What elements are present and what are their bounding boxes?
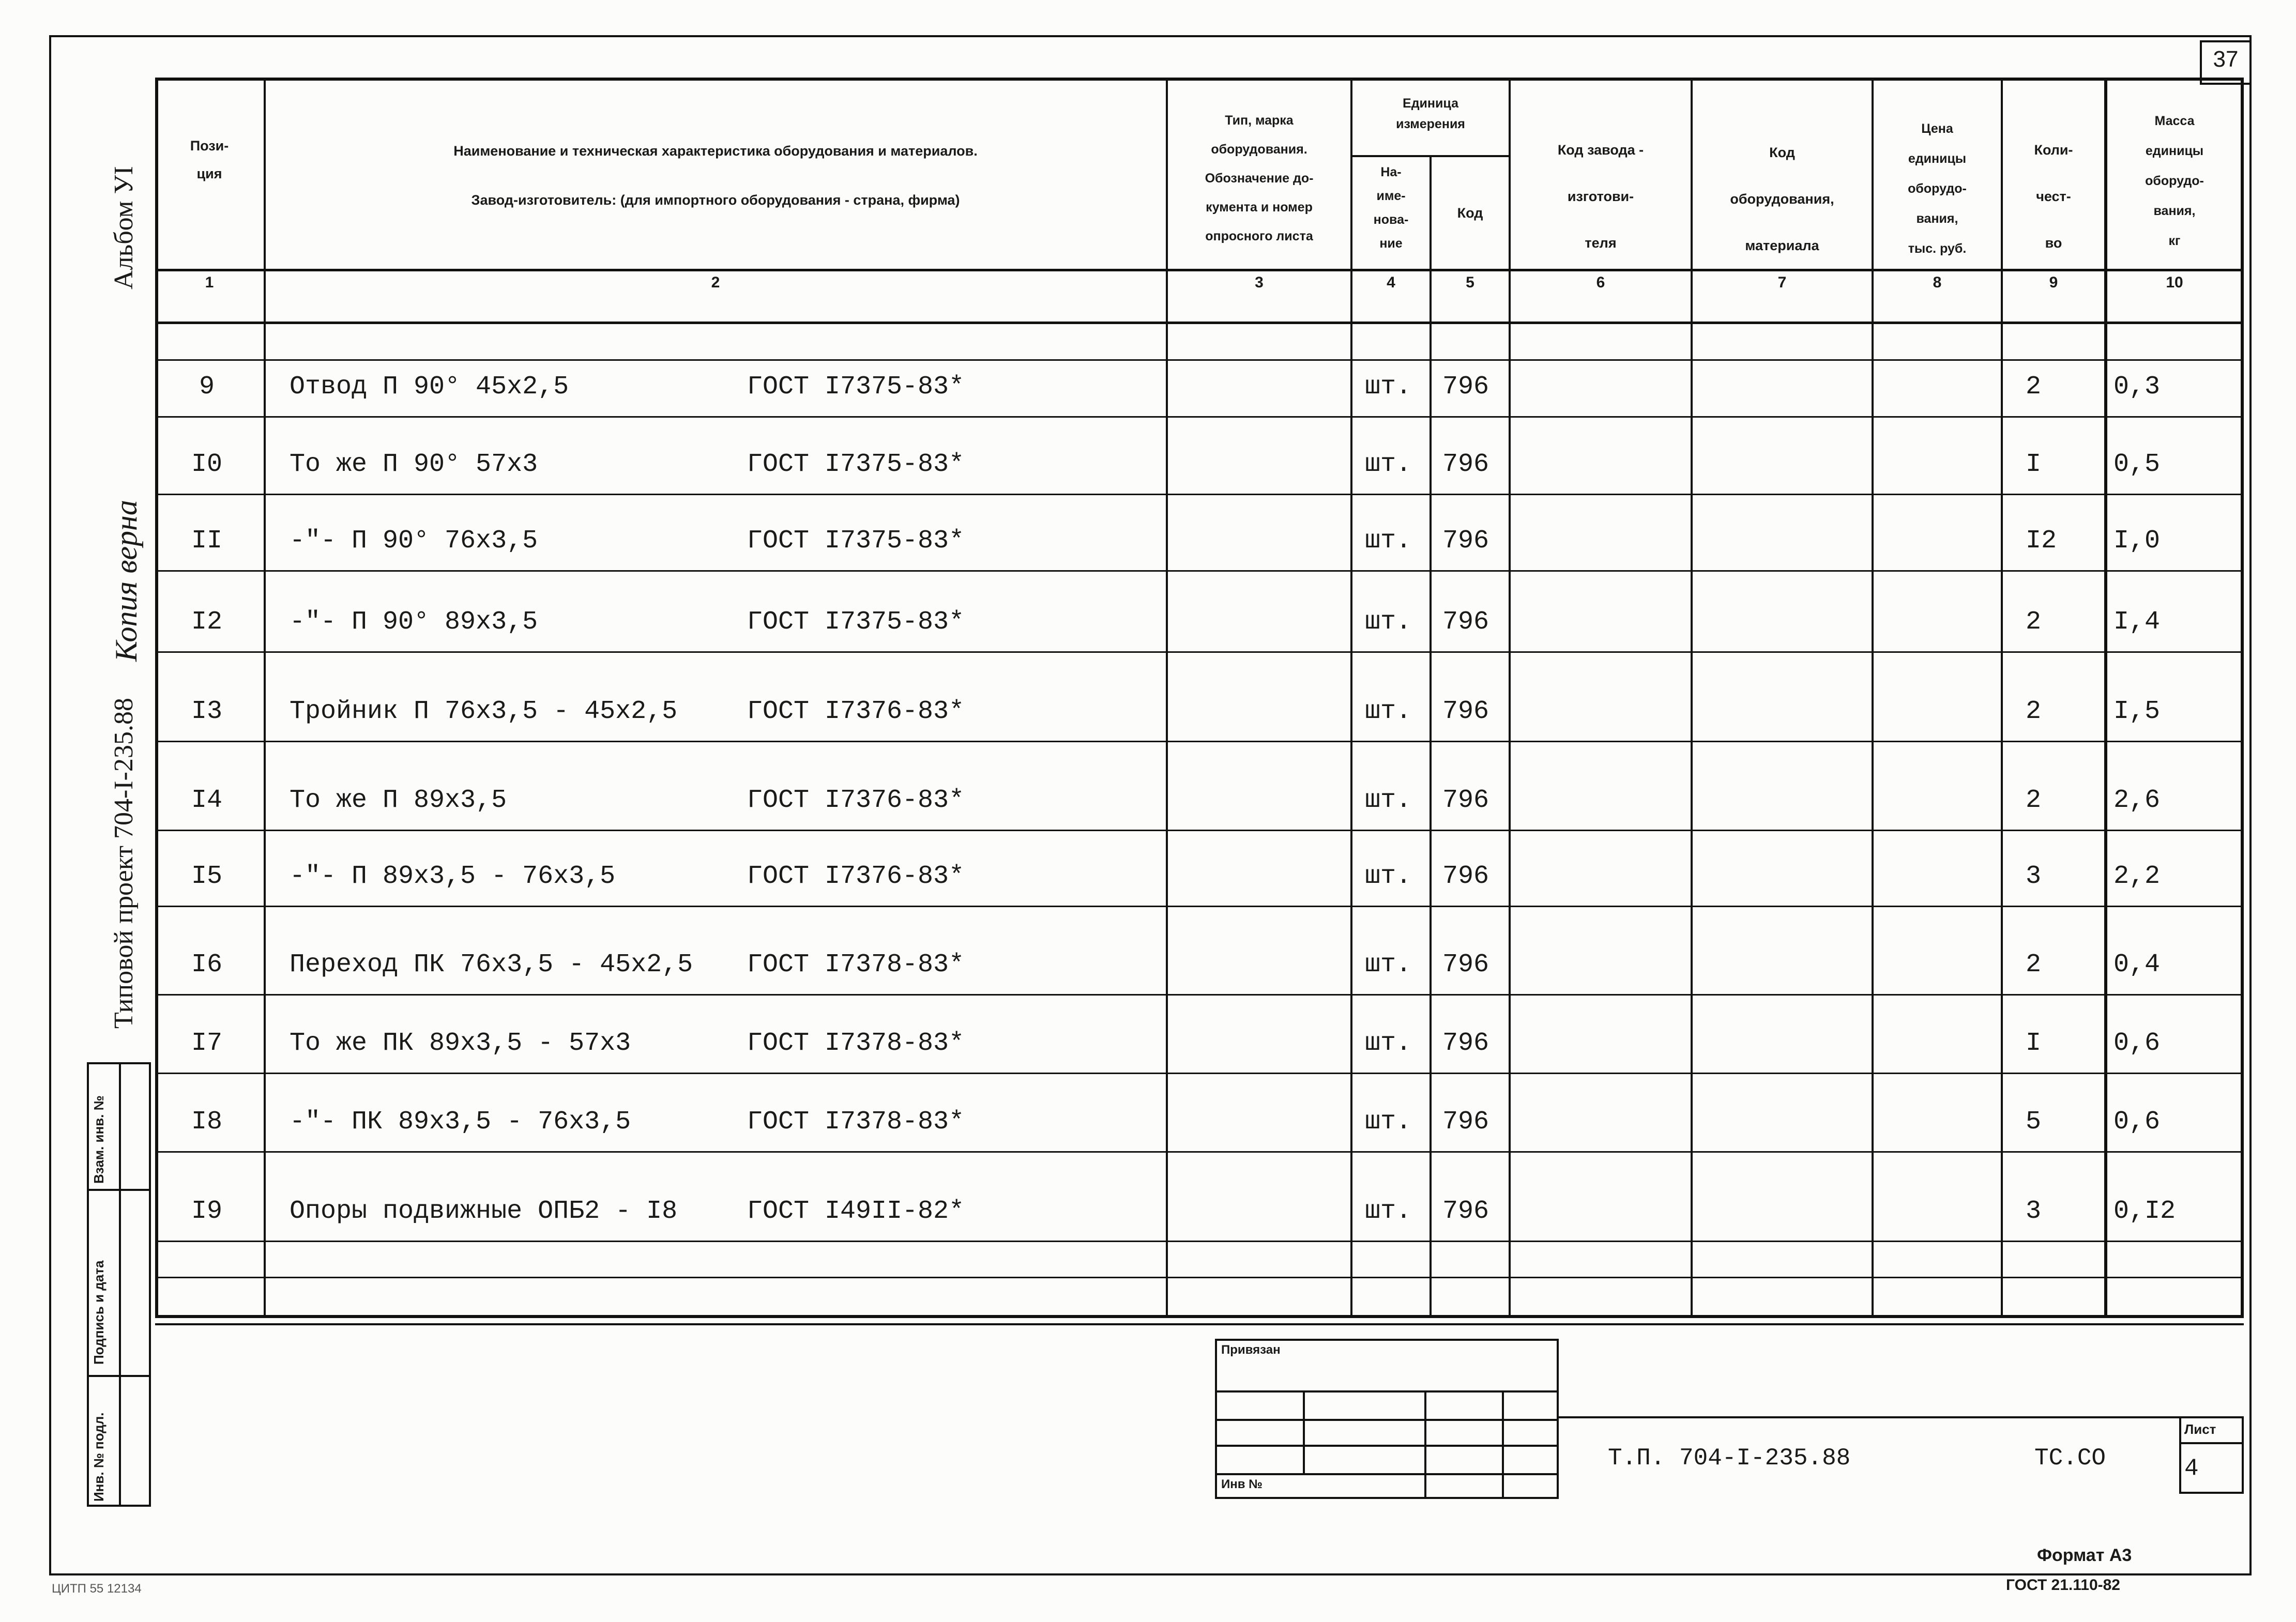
row-code: 796 bbox=[1442, 607, 1489, 637]
attached-sep-4 bbox=[1215, 1473, 1559, 1475]
row-quantity: 3 bbox=[2026, 862, 2042, 891]
col-line-3 bbox=[1350, 78, 1352, 1318]
row-unit: шт. bbox=[1365, 372, 1412, 402]
row-mass: 2,6 bbox=[2113, 786, 2161, 815]
row-unit: шт. bbox=[1365, 526, 1412, 556]
row-line bbox=[155, 1241, 2244, 1242]
row-position: I3 bbox=[191, 697, 222, 726]
side-stamp-signature-date: Подпись и дата bbox=[91, 1260, 107, 1365]
row-quantity: 5 bbox=[2026, 1107, 2042, 1137]
colnum-1: 1 bbox=[205, 274, 214, 291]
attached-col-3 bbox=[1502, 1390, 1504, 1499]
col-line-2 bbox=[1166, 78, 1168, 1318]
col-line-4 bbox=[1430, 155, 1432, 1318]
row-line bbox=[155, 494, 2244, 495]
row-mass: 0,4 bbox=[2113, 950, 2161, 980]
row-name: Опоры подвижные ОПБ2 - I8 bbox=[290, 1197, 678, 1226]
row-quantity: 2 bbox=[2026, 697, 2042, 726]
side-stamp-inv-original: Инв. № подл. bbox=[91, 1412, 107, 1502]
row-position: I0 bbox=[191, 450, 222, 479]
sheet-box-sep bbox=[2179, 1442, 2244, 1444]
side-stamp-replaced-inv: Взам. инв. № bbox=[91, 1095, 107, 1184]
row-name: То же П 90° 57х3 bbox=[290, 450, 538, 479]
row-unit: шт. bbox=[1365, 1107, 1412, 1137]
header-c8: Цена единицы оборудо- вания, тыс. руб. bbox=[1908, 121, 1967, 256]
colnum-5: 5 bbox=[1466, 274, 1474, 291]
colnum-4: 4 bbox=[1387, 274, 1395, 291]
row-line bbox=[155, 741, 2244, 742]
row-name: То же ПК 89х3,5 - 57х3 bbox=[290, 1029, 631, 1058]
colnum-bottom-line bbox=[155, 322, 2244, 324]
row-unit: шт. bbox=[1365, 697, 1412, 726]
row-code: 796 bbox=[1442, 372, 1489, 402]
row-position: I6 bbox=[191, 950, 222, 980]
row-position: I7 bbox=[191, 1029, 222, 1058]
format-label: Формат А3 bbox=[2037, 1546, 2132, 1565]
row-name: Тройник П 76х3,5 - 45х2,5 bbox=[290, 697, 678, 726]
row-name: Отвод П 90° 45х2,5 bbox=[290, 372, 569, 402]
row-document: ГОСТ I7376-83* bbox=[747, 786, 965, 815]
header-c7: Код оборудования, материала bbox=[1730, 145, 1834, 253]
row-document: ГОСТ I7378-83* bbox=[747, 1107, 965, 1137]
colnum-9: 9 bbox=[2049, 274, 2058, 291]
col-line-7 bbox=[1872, 78, 1874, 1318]
row-unit: шт. bbox=[1365, 450, 1412, 479]
colnum-10: 10 bbox=[2166, 274, 2183, 291]
side-stamp-sep-1 bbox=[87, 1189, 151, 1191]
row-document: ГОСТ I7378-83* bbox=[747, 950, 965, 980]
attached-col-1 bbox=[1303, 1390, 1305, 1473]
row-position: I4 bbox=[191, 786, 222, 815]
row-position: I2 bbox=[191, 607, 222, 637]
row-line bbox=[155, 830, 2244, 831]
colnum-6: 6 bbox=[1596, 274, 1605, 291]
row-name: -"- П 90° 89х3,5 bbox=[290, 607, 538, 637]
row-name: Переход ПК 76х3,5 - 45х2,5 bbox=[290, 950, 693, 980]
row-mass: 0,6 bbox=[2113, 1029, 2161, 1058]
row-document: ГОСТ I7375-83* bbox=[747, 526, 965, 556]
row-code: 796 bbox=[1442, 526, 1489, 556]
gost-footer: ГОСТ 21.110-82 bbox=[2006, 1577, 2120, 1594]
colnum-8: 8 bbox=[1933, 274, 1942, 291]
col-line-9 bbox=[2104, 78, 2107, 1318]
header-c4: На- име- нова- ние bbox=[1373, 165, 1409, 251]
row-document: ГОСТ I49II-82* bbox=[747, 1197, 965, 1226]
sheet-number: 4 bbox=[2184, 1455, 2199, 1482]
header-c3: Тип, марка оборудования. Обозначение до- кумента и номер опросного листа bbox=[1205, 113, 1314, 243]
row-mass: 0,5 bbox=[2113, 450, 2161, 479]
unit-subheader-line bbox=[1350, 155, 1509, 157]
row-name: -"- П 89х3,5 - 76х3,5 bbox=[290, 862, 616, 891]
row-quantity: 2 bbox=[2026, 950, 2042, 980]
header-c5: Код bbox=[1457, 205, 1483, 221]
row-name: -"- ПК 89х3,5 - 76х3,5 bbox=[290, 1107, 631, 1137]
attached-sep-3 bbox=[1215, 1445, 1559, 1447]
header-c9: Коли- чест- во bbox=[2034, 142, 2073, 251]
attached-sep-2 bbox=[1215, 1419, 1559, 1421]
row-document: ГОСТ I7375-83* bbox=[747, 450, 965, 479]
row-quantity: 2 bbox=[2026, 607, 2042, 637]
row-code: 796 bbox=[1442, 450, 1489, 479]
row-line bbox=[155, 1151, 2244, 1153]
row-line-empty-1 bbox=[155, 1277, 2244, 1278]
row-quantity: I2 bbox=[2026, 526, 2057, 556]
row-document: ГОСТ I7375-83* bbox=[747, 607, 965, 637]
attached-sep-1 bbox=[1215, 1390, 1559, 1393]
footer-left-code: ЦИТП 55 12134 bbox=[52, 1582, 142, 1596]
handwritten-copy-note: Копия верна bbox=[109, 500, 143, 662]
header-c1: Пози- ция bbox=[190, 138, 229, 181]
row-document: ГОСТ I7376-83* bbox=[747, 862, 965, 891]
attached-col-2 bbox=[1424, 1390, 1426, 1499]
row-unit: шт. bbox=[1365, 607, 1412, 637]
row-unit: шт. bbox=[1365, 950, 1412, 980]
row-line-top bbox=[155, 359, 2244, 361]
attached-label: Привязан bbox=[1221, 1343, 1281, 1357]
row-document: ГОСТ I7375-83* bbox=[747, 372, 965, 402]
row-name: -"- П 90° 76х3,5 bbox=[290, 526, 538, 556]
row-quantity: 3 bbox=[2026, 1197, 2042, 1226]
row-code: 796 bbox=[1442, 950, 1489, 980]
header-c6: Код завода - изготови- теля bbox=[1557, 142, 1644, 251]
row-mass: I,5 bbox=[2113, 697, 2161, 726]
row-position: 9 bbox=[199, 372, 215, 402]
row-position: I5 bbox=[191, 862, 222, 891]
row-line bbox=[155, 906, 2244, 907]
row-mass: 0,3 bbox=[2113, 372, 2161, 402]
row-name: То же П 89х3,5 bbox=[290, 786, 507, 815]
row-quantity: I bbox=[2026, 450, 2042, 479]
top-sheet-number: 37 bbox=[2213, 47, 2239, 72]
album-label: Альбом УI bbox=[109, 166, 139, 289]
row-unit: шт. bbox=[1365, 1197, 1412, 1226]
colnum-2: 2 bbox=[711, 274, 720, 291]
row-mass: I,4 bbox=[2113, 607, 2161, 637]
designation-top bbox=[1559, 1416, 2244, 1418]
col-line-1 bbox=[264, 78, 266, 1318]
designation-code: ТС.СО bbox=[2034, 1445, 2106, 1472]
sheet-label: Лист bbox=[2184, 1421, 2216, 1437]
colnum-3: 3 bbox=[1255, 274, 1264, 291]
row-code: 796 bbox=[1442, 1197, 1489, 1226]
side-stamp-divider bbox=[119, 1062, 121, 1507]
row-unit: шт. bbox=[1365, 862, 1412, 891]
row-mass: 0,6 bbox=[2113, 1107, 2161, 1137]
row-position: I8 bbox=[191, 1107, 222, 1137]
row-code: 796 bbox=[1442, 786, 1489, 815]
row-line bbox=[155, 994, 2244, 996]
row-line bbox=[155, 416, 2244, 418]
row-position: II bbox=[191, 526, 222, 556]
row-code: 796 bbox=[1442, 1029, 1489, 1058]
row-line bbox=[155, 570, 2244, 572]
row-quantity: I bbox=[2026, 1029, 2042, 1058]
designation-text: Т.П. 704-I-235.88 bbox=[1608, 1445, 1851, 1472]
row-unit: шт. bbox=[1365, 1029, 1412, 1058]
row-mass: 2,2 bbox=[2113, 862, 2161, 891]
row-document: ГОСТ I7376-83* bbox=[747, 697, 965, 726]
row-position: I9 bbox=[191, 1197, 222, 1226]
row-line bbox=[155, 1073, 2244, 1074]
header-bottom-line bbox=[155, 269, 2244, 271]
row-document: ГОСТ I7378-83* bbox=[747, 1029, 965, 1058]
attached-inv-label: Инв № bbox=[1221, 1477, 1263, 1491]
header-c10: Масса единицы оборудо- вания, кг bbox=[2145, 114, 2204, 248]
row-code: 796 bbox=[1442, 862, 1489, 891]
row-quantity: 2 bbox=[2026, 372, 2042, 402]
side-stamp-sep-2 bbox=[87, 1375, 151, 1377]
project-label: Типовой проект 704-I-235.88 bbox=[109, 698, 139, 1029]
row-code: 796 bbox=[1442, 1107, 1489, 1137]
row-quantity: 2 bbox=[2026, 786, 2042, 815]
header-c2: Наименование и техническая характеристика оборудования и материалов. Завод-изготовитель: (для импортного оборудования - страна, фирма) bbox=[453, 143, 978, 208]
row-line bbox=[155, 651, 2244, 653]
row-mass: I,0 bbox=[2113, 526, 2161, 556]
row-mass: 0,I2 bbox=[2113, 1197, 2176, 1226]
row-code: 796 bbox=[1442, 697, 1489, 726]
header-unit-group: Единица измерения bbox=[1396, 96, 1465, 131]
colnum-7: 7 bbox=[1777, 274, 1787, 291]
title-block-top bbox=[155, 1323, 2244, 1325]
row-unit: шт. bbox=[1365, 786, 1412, 815]
